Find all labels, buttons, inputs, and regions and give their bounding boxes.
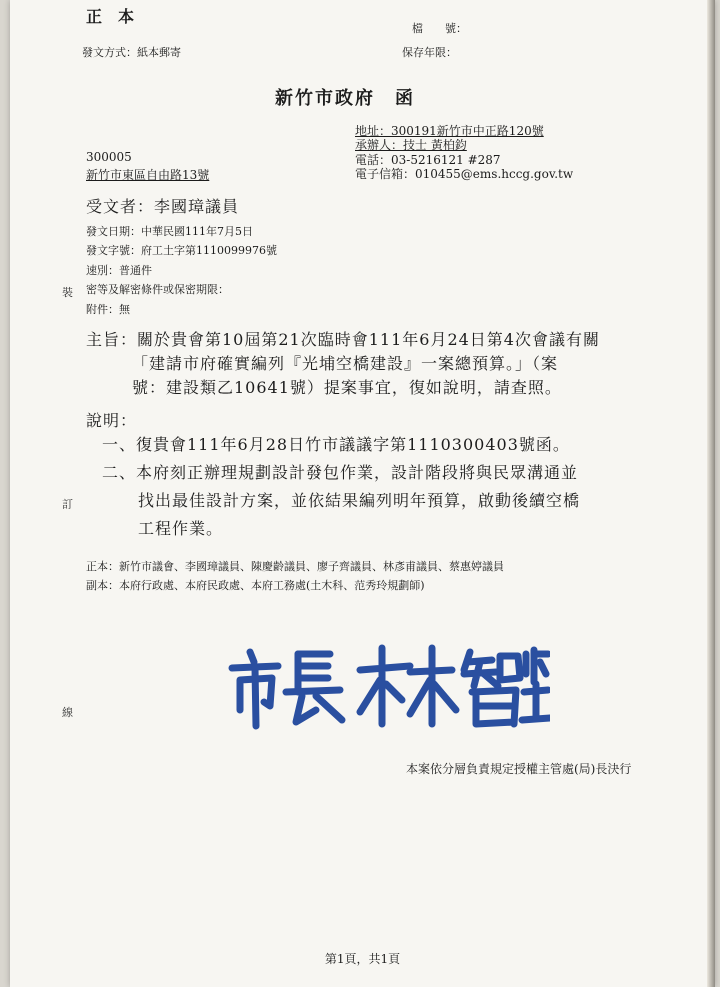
subject-line-2: 「建請市府確實編列『光埔空橋建設』一案總預算。」（案 <box>132 354 559 373</box>
copy-type: 正 本 <box>86 7 135 26</box>
explanation-item-2-line-2: 找出最佳設計方案，並依結果編列明年預算，啟動後續空橋 <box>138 491 581 510</box>
document-title: 新竹市政府 函 <box>275 88 415 109</box>
document-page <box>10 0 715 987</box>
recipient-zip: 300005 <box>86 150 132 164</box>
subject-line-1: 主旨：關於貴會第10屆第21次臨時會111年6月24日第4次會議有關 <box>86 330 600 349</box>
binding-mark-zhuang: 裝 <box>62 286 73 299</box>
secrecy-level: 密等及解密條件或保密期限： <box>86 283 229 296</box>
distribution-original: 正本：新竹市議會、李國璋議員、陳慶齡議員、廖子齊議員、林彥甫議員、蔡惠婷議員 <box>86 560 504 573</box>
page-edge-shadow <box>707 0 715 987</box>
distribution-copy: 副本：本府行政處、本府民政處、本府工務處(土木科、范秀玲規劃師) <box>86 579 425 592</box>
recipient: 受文者：李國璋議員 <box>86 197 240 216</box>
page-number: 第1頁，共1頁 <box>324 952 401 966</box>
issue-date: 發文日期：中華民國111年7月5日 <box>86 225 253 238</box>
send-method: 發文方式：紙本郵寄 <box>82 46 181 59</box>
explanation-heading: 說明： <box>86 411 138 430</box>
recipient-street: 新竹市東區自由路13號 <box>86 168 210 182</box>
retention-label: 保存年限： <box>402 46 457 59</box>
file-number-label: 檔 號： <box>412 22 467 35</box>
explanation-item-1: 一、復貴會111年6月28日竹市議議字第1110300403號函。 <box>102 435 570 454</box>
email: 電子信箱：010455@ems.hccg.gov.tw <box>355 167 574 181</box>
mayor-signature <box>220 640 550 730</box>
explanation-item-2-line-1: 二、本府刻正辦理規劃設計發包作業，設計階段將與民眾溝通並 <box>102 463 579 482</box>
speed-class: 速別：普通件 <box>86 264 152 277</box>
authorization-note: 本案依分層負責規定授權主管處(局)長決行 <box>406 762 632 776</box>
binding-mark-xian: 線 <box>62 706 73 719</box>
explanation-item-2-line-3: 工程作業。 <box>138 519 224 538</box>
sender-address: 地址：300191新竹市中正路120號 <box>355 124 544 138</box>
document-number: 發文字號：府工土字第1110099976號 <box>86 244 277 257</box>
attachment: 附件：無 <box>86 303 130 316</box>
subject-line-3: 號：建設類乙10641號）提案事宜，復如說明，請查照。 <box>132 378 562 397</box>
handler: 承辦人：技士 黃柏鈞 <box>355 138 467 152</box>
binding-mark-ding: 訂 <box>62 498 73 511</box>
phone: 電話：03-5216121 #287 <box>355 153 501 167</box>
